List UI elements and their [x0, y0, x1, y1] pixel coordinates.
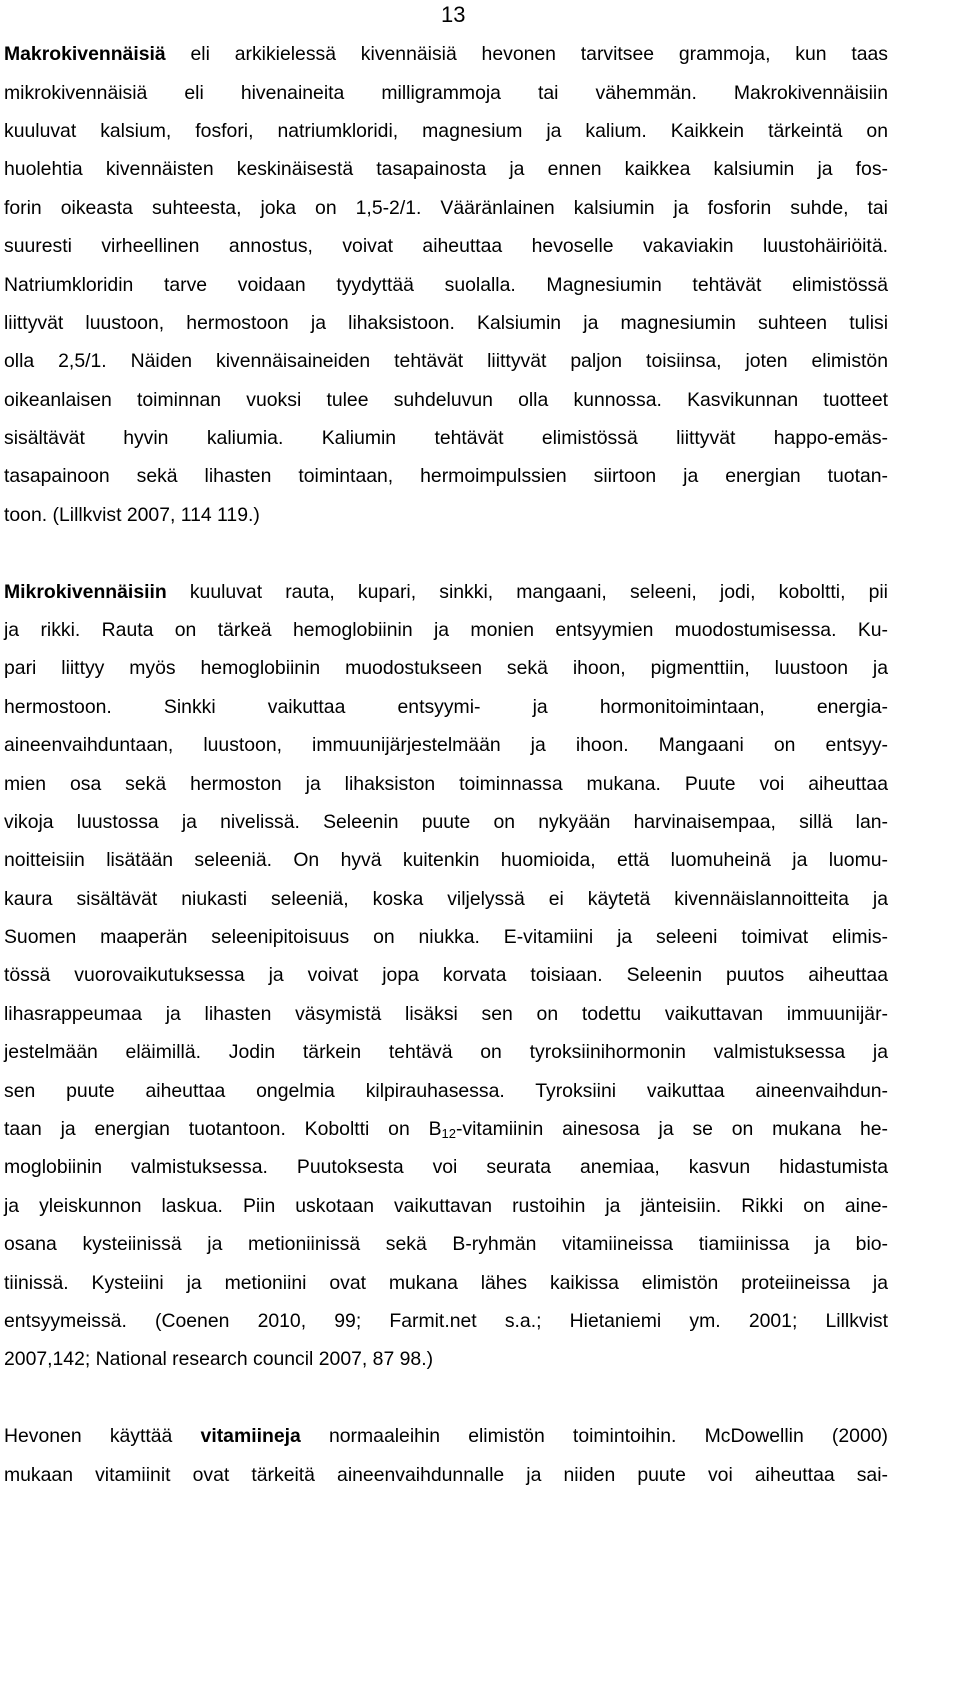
paragraph-2-line-7: vikoja luustossa ja nivelissä. Seleenin puute on nykyään harvinaisempaa, sillä lan- [4, 811, 888, 833]
subscript-12: 12 [441, 1126, 456, 1141]
paragraph-2-line-18: osana kysteiinissä ja metioniinissä sekä B-ryhmän vitamiineissa tiamiinissa ja bio- [4, 1233, 888, 1255]
paragraph-1-line-7: Natriumkloridin tarve voidaan tyydyttää suolalla. Magnesiumin tehtävät elimistössä [4, 274, 888, 296]
paragraph-1-line-4: huolehtia kivennäisten keskinäisestä tasapainosta ja ennen kaikkea kalsiumin ja fos- [4, 158, 888, 180]
paragraph-2-line-8: noitteisiin lisätään seleeniä. On hyvä kuitenkin huomioida, että luomuheinä ja luomu- [4, 849, 888, 871]
paragraph-1-line-6: suuresti virheellinen annostus, voivat aiheuttaa hevoselle vakaviakin luustohäiriöitä. [4, 235, 888, 257]
paragraph-1-line-2: mikrokivennäisiä eli hivenaineita milligrammoja tai vähemmän. Makrokivennäisiin [4, 82, 888, 104]
paragraph-2-line-5: aineenvaihduntaan, luustoon, immuunijärjestelmään ja ihoon. Mangaani on entsyy- [4, 734, 888, 756]
page-number: 13 [441, 2, 466, 27]
paragraph-1-line-5: forin oikeasta suhteesta, joka on 1,5-2/1. Vääränlainen kalsiumin ja fosforin suhde, tai [4, 197, 888, 219]
paragraph-2-line-2: ja rikki. Rauta on tärkeä hemoglobiinin ja monien entsyymien muodostumisessa. Ku- [4, 619, 888, 641]
paragraph-2-line-11: tössä vuorovaikutuksessa ja voivat jopa korvata toisiaan. Seleenin puutos aiheuttaa [4, 964, 888, 986]
paragraph-2-line-9: kaura sisältävät niukasti seleeniä, koska viljelyssä ei käytetä kivennäislannoitteita ja [4, 888, 888, 910]
paragraph-1-line-1: Makrokivennäisiä eli arkikielessä kivennäisiä hevonen tarvitsee grammoja, kun taas [4, 43, 888, 65]
paragraph-2-line-17: ja yleiskunnon laskua. Piin uskotaan vaikuttavan rustoihin ja jänteisiin. Rikki on aine- [4, 1195, 888, 1217]
paragraph-2-line-14: sen puute aiheuttaa ongelmia kilpirauhasessa. Tyroksiini vaikuttaa aineenvaihdun- [4, 1080, 888, 1102]
paragraph-2-line-3: pari liittyy myös hemoglobiinin muodostukseen sekä ihoon, pigmenttiin, luustoon ja [4, 657, 888, 679]
paragraph-2-line-4: hermostoon. Sinkki vaikuttaa entsyymi- ja hormonitoimintaan, energia- [4, 696, 888, 718]
bold-term-mikrokivennaisiin: Mikrokivennäisiin [4, 581, 167, 603]
paragraph-1-line-13: toon. (Lillkvist 2007, 114 119.) [4, 504, 260, 526]
paragraph-2-line-15: taan ja energian tuotantoon. Koboltti on $B_{12}$-vitamiinin ainesosa ja se on mukana he- [4, 1118, 888, 1141]
paragraph-1-line-12: tasapainoon sekä lihasten toimintaan, hermoimpulssien siirtoon ja energian tuotan- [4, 465, 888, 487]
paragraph-1-line-9: olla 2,5/1. Näiden kivennäisaineiden tehtävät liittyvät paljon toisiinsa, joten elimistön [4, 350, 888, 372]
paragraph-2-line-10: Suomen maaperän seleenipitoisuus on niukka. E-vitamiini ja seleeni toimivat elimis- [4, 926, 888, 948]
paragraph-2-line-13: jestelmään eläimillä. Jodin tärkein tehtävä on tyroksiinihormonin valmistuksessa ja [4, 1041, 888, 1063]
bold-term-makrokivennaisia: Makrokivennäisiä [4, 43, 166, 65]
paragraph-3-line-2: mukaan vitamiinit ovat tärkeitä aineenvaihdunnalle ja niiden puute voi aiheuttaa sai- [4, 1464, 888, 1486]
paragraph-2-line-16: moglobiinin valmistuksessa. Puutoksesta voi seurata anemiaa, kasvun hidastumista [4, 1156, 888, 1178]
paragraph-1-line-3: kuuluvat kalsium, fosfori, natriumkloridi, magnesium ja kalium. Kaikkein tärkeintä on [4, 120, 888, 142]
bold-term-vitamiineja: vitamiineja [200, 1425, 301, 1447]
paragraph-3-line-1: Hevonen käyttää vitamiineja normaaleihin elimistön toimintoihin. McDowellin (2000) [4, 1425, 888, 1447]
paragraph-1-line-11: sisältävät hyvin kaliumia. Kaliumin tehtävät elimistössä liittyvät happo-emäs- [4, 427, 888, 449]
paragraph-2-line-19: tiinissä. Kysteiini ja metioniini ovat mukana lähes kaikissa elimistön proteiineissa ja [4, 1272, 888, 1294]
paragraph-2-line-1: Mikrokivennäisiin kuuluvat rauta, kupari, sinkki, mangaani, seleeni, jodi, koboltti, pii [4, 581, 888, 603]
paragraph-2-line-12: lihasrappeumaa ja lihasten väsymistä lisäksi sen on todettu vaikuttavan immuunijär- [4, 1003, 888, 1025]
paragraph-2-line-6: mien osa sekä hermoston ja lihaksiston toiminnassa mukana. Puute voi aiheuttaa [4, 773, 888, 795]
paragraph-2-line-20: entsyymeissä. (Coenen 2010, 99; Farmit.net s.a.; Hietaniemi ym. 2001; Lillkvist [4, 1310, 888, 1332]
paragraph-1-line-10: oikeanlaisen toiminnan vuoksi tulee suhdeluvun olla kunnossa. Kasvikunnan tuotteet [4, 389, 888, 411]
paragraph-2-line-21: 2007,142; National research council 2007, 87 98.) [4, 1348, 434, 1370]
paragraph-1-line-8: liittyvät luustoon, hermostoon ja lihaksistoon. Kalsiumin ja magnesiumin suhteen tulisi [4, 312, 888, 334]
